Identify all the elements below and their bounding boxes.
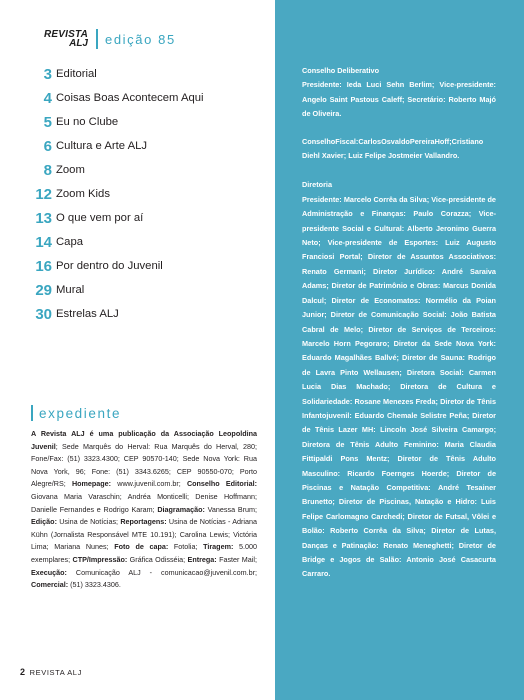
comercial-label: Comercial: — [31, 580, 69, 590]
conselho-fiscal-text: ConselhoFiscal:CarlosOsvaldoPereiraHoff;Cristiano Diehl Xavier; Luiz Felipe Jostmeier Vallandro. — [302, 136, 484, 161]
tiragem-value: 5.000 exemplares; — [31, 542, 257, 564]
expediente-heading — [31, 405, 121, 421]
toc-title: Cultura e Arte ALJ — [56, 140, 148, 152]
comercial-value: (51) 3323.4306. — [68, 580, 121, 590]
edicao-value: Usina de Notícias; — [56, 517, 121, 527]
conselho-editorial-value: Giovana Maria Varaschin; Andréa Monticelli; Denise Hoffmann; Danielle Fernandes e Rodrigo Karam; — [31, 491, 257, 514]
conselho-deliberativo-title: Conselho Deliberativo — [302, 66, 380, 75]
toc-title: Capa — [56, 236, 84, 248]
diretoria-title: Diretoria — [302, 180, 333, 190]
toc-title: Eu no Clube — [56, 116, 119, 128]
edicao-label: Edição: — [31, 517, 57, 527]
foto-capa-value: Fotolia; — [168, 542, 204, 552]
toc-page-number: 29 — [35, 281, 52, 299]
toc-page-number: 13 — [35, 209, 52, 227]
toc-item[interactable] — [32, 254, 204, 278]
toc-page-number: 16 — [35, 257, 52, 275]
footer-label: REVISTA ALJ — [29, 668, 82, 677]
reportagens-value: Usina de Notícias - Adriana Kühn (Jornalista Responsável MTE 10.191); Carolina Lewis; Victória Lima; Mariana Nunes; — [31, 517, 257, 552]
toc-page-number: 6 — [43, 137, 52, 155]
execucao-label: Execução: — [31, 567, 67, 577]
board-listing — [302, 64, 496, 595]
toc-item[interactable] — [32, 158, 204, 182]
homepage-value: www.juvenil.com.br; — [111, 479, 187, 489]
toc-item[interactable] — [32, 62, 204, 86]
toc-title: Estrelas ALJ — [56, 308, 119, 320]
toc-page-number: 8 — [43, 161, 52, 179]
toc-item[interactable] — [32, 230, 204, 254]
toc-item[interactable] — [32, 278, 204, 302]
toc-item[interactable] — [32, 206, 204, 230]
toc-title: Zoom Kids — [56, 188, 110, 200]
toc-title: Por dentro do Juvenil — [56, 260, 163, 272]
homepage-label: Homepage: — [71, 479, 112, 489]
ctp-value: Gráfica Odisséia; — [127, 554, 188, 564]
entrega-label: Entrega: — [187, 554, 217, 564]
toc-item[interactable] — [32, 86, 204, 110]
expediente-intro: A Revista ALJ é uma publicação da Associação Leopoldina Juvenil — [31, 429, 257, 451]
toc-page-number: 12 — [35, 185, 52, 203]
expediente-address: ; Sede Marquês do Herval: Rua Marquês do Herval, 280; Fone/Fax: (51) 3323.4300; CEP 90570-140; Sede Nova York: Rua Nova York, 96; Fone: (51) 3343.6265; CEP 90550-070; Porto Alegre/RS; — [31, 441, 257, 489]
tiragem-label: Tiragem: — [203, 542, 234, 552]
diagramacao-label: Diagramação: — [157, 504, 205, 514]
masthead-divider — [96, 29, 98, 49]
conselho-fiscal — [302, 135, 496, 164]
diretoria — [302, 178, 496, 581]
toc-item[interactable] — [32, 134, 204, 158]
reportagens-label: Reportagens: — [120, 517, 167, 527]
toc-page-number: 14 — [35, 233, 52, 251]
toc-page-number: 5 — [43, 113, 52, 131]
expediente-divider — [31, 405, 33, 421]
toc-page-number: 4 — [43, 89, 52, 107]
expediente-body — [31, 428, 257, 592]
ctp-label: CTP/Impressão: — [72, 554, 128, 564]
diagramacao-value: Vanessa Brum; — [204, 504, 257, 514]
execucao-value: Comunicação ALJ - comunicacao@juvenil.com.br; — [66, 567, 257, 577]
toc-title: Coisas Boas Acontecem Aqui — [56, 92, 204, 104]
foto-capa-label: Foto de capa: — [114, 542, 169, 552]
toc-title: Zoom — [56, 164, 85, 176]
expediente-title: expediente — [39, 405, 122, 421]
toc-title: Editorial — [56, 68, 97, 80]
page-footer — [20, 667, 82, 677]
toc-item[interactable] — [32, 110, 204, 134]
toc-page-number: 30 — [35, 305, 52, 323]
masthead — [44, 28, 176, 50]
conselho-deliberativo-text: Presidente: Ieda Luci Sehn Berlim; Vice-presidente: Angelo Saint Pastous Caleff; Secretário: Roberto Majó de Oliveira. — [302, 80, 496, 119]
toc-title: O que vem por aí — [56, 212, 144, 224]
entrega-value: Faster Mail; — [216, 554, 257, 564]
conselho-editorial-label: Conselho Editorial: — [186, 479, 257, 489]
toc-page-number: 3 — [43, 65, 52, 83]
toc-item[interactable] — [32, 302, 204, 326]
toc-item[interactable] — [32, 182, 204, 206]
logo-line-2: ALJ — [69, 38, 88, 49]
diretoria-text: Presidente: Marcelo Corrêa da Silva; Vice-presidente de Administração e Finanças: Paulo Corazza; Vice-presidente Social e Cultural: Alberto Jeronimo Guerra Neto; Vice-presidente de Esportes: Luiz Augusto Franciosi Portal; Diretor de Assuntos Associativos: Renato Germani; Diretor Jurídico: André Saraiva Adams; Diretor de Patrimônio e Obras: Marcus Donida Dalcul; Diretor de Economatos: Normélio da Poian Junior; Diretor de Comunicação Social: João Batista Cabral de Melo; Diretor de Serviços de Terceiros: Marcelo Horn Pegoraro; Diretor da Sede Nova York: Eduardo Magalhães Ballvé; Diretor de Sauna: Rodrigo de Lavra Pinto Wellausen; Diretora Social: Carmen Lucia Dias Machado; Diretora de Cultura e Solidariedade: Rosane Menezes Freda; Diretor de Tênis Infantojuvenil: Eduardo Chemale Selistre Peña; Diretor de Tênis Lazer MH: Lincoln José Silveira Camargo; Diretora de Tênis Adulto Feminino: Maria Claudia Fittipaldi Pons Mentz; Diretor de Tênis Adulto Masculino: Ricardo Foernges Hoerde; Diretor de Piscinas e Natação Competitiva: André Tesainer Brunetto; Diretor de Piscinas, Natação e Hidro: Luis Felipe Carlomagno Carchedi; Diretor de Futsal, Vôlei e Bolão: Roberto Corrêa da Silva; Diretor de Lutas, Danças e Patinação: Renato Meneghetti; Diretor de Bridge e Jogos de Salão: Antonio José Casacurta Carraro. — [302, 194, 496, 579]
page-number: 2 — [20, 667, 26, 677]
revista-alj-logo — [44, 30, 88, 48]
logo-line-1: REVISTA — [44, 29, 88, 40]
toc-title: Mural — [56, 284, 85, 296]
conselho-deliberativo — [302, 64, 496, 122]
edition-label: edição 85 — [105, 31, 176, 47]
table-of-contents — [32, 62, 204, 326]
